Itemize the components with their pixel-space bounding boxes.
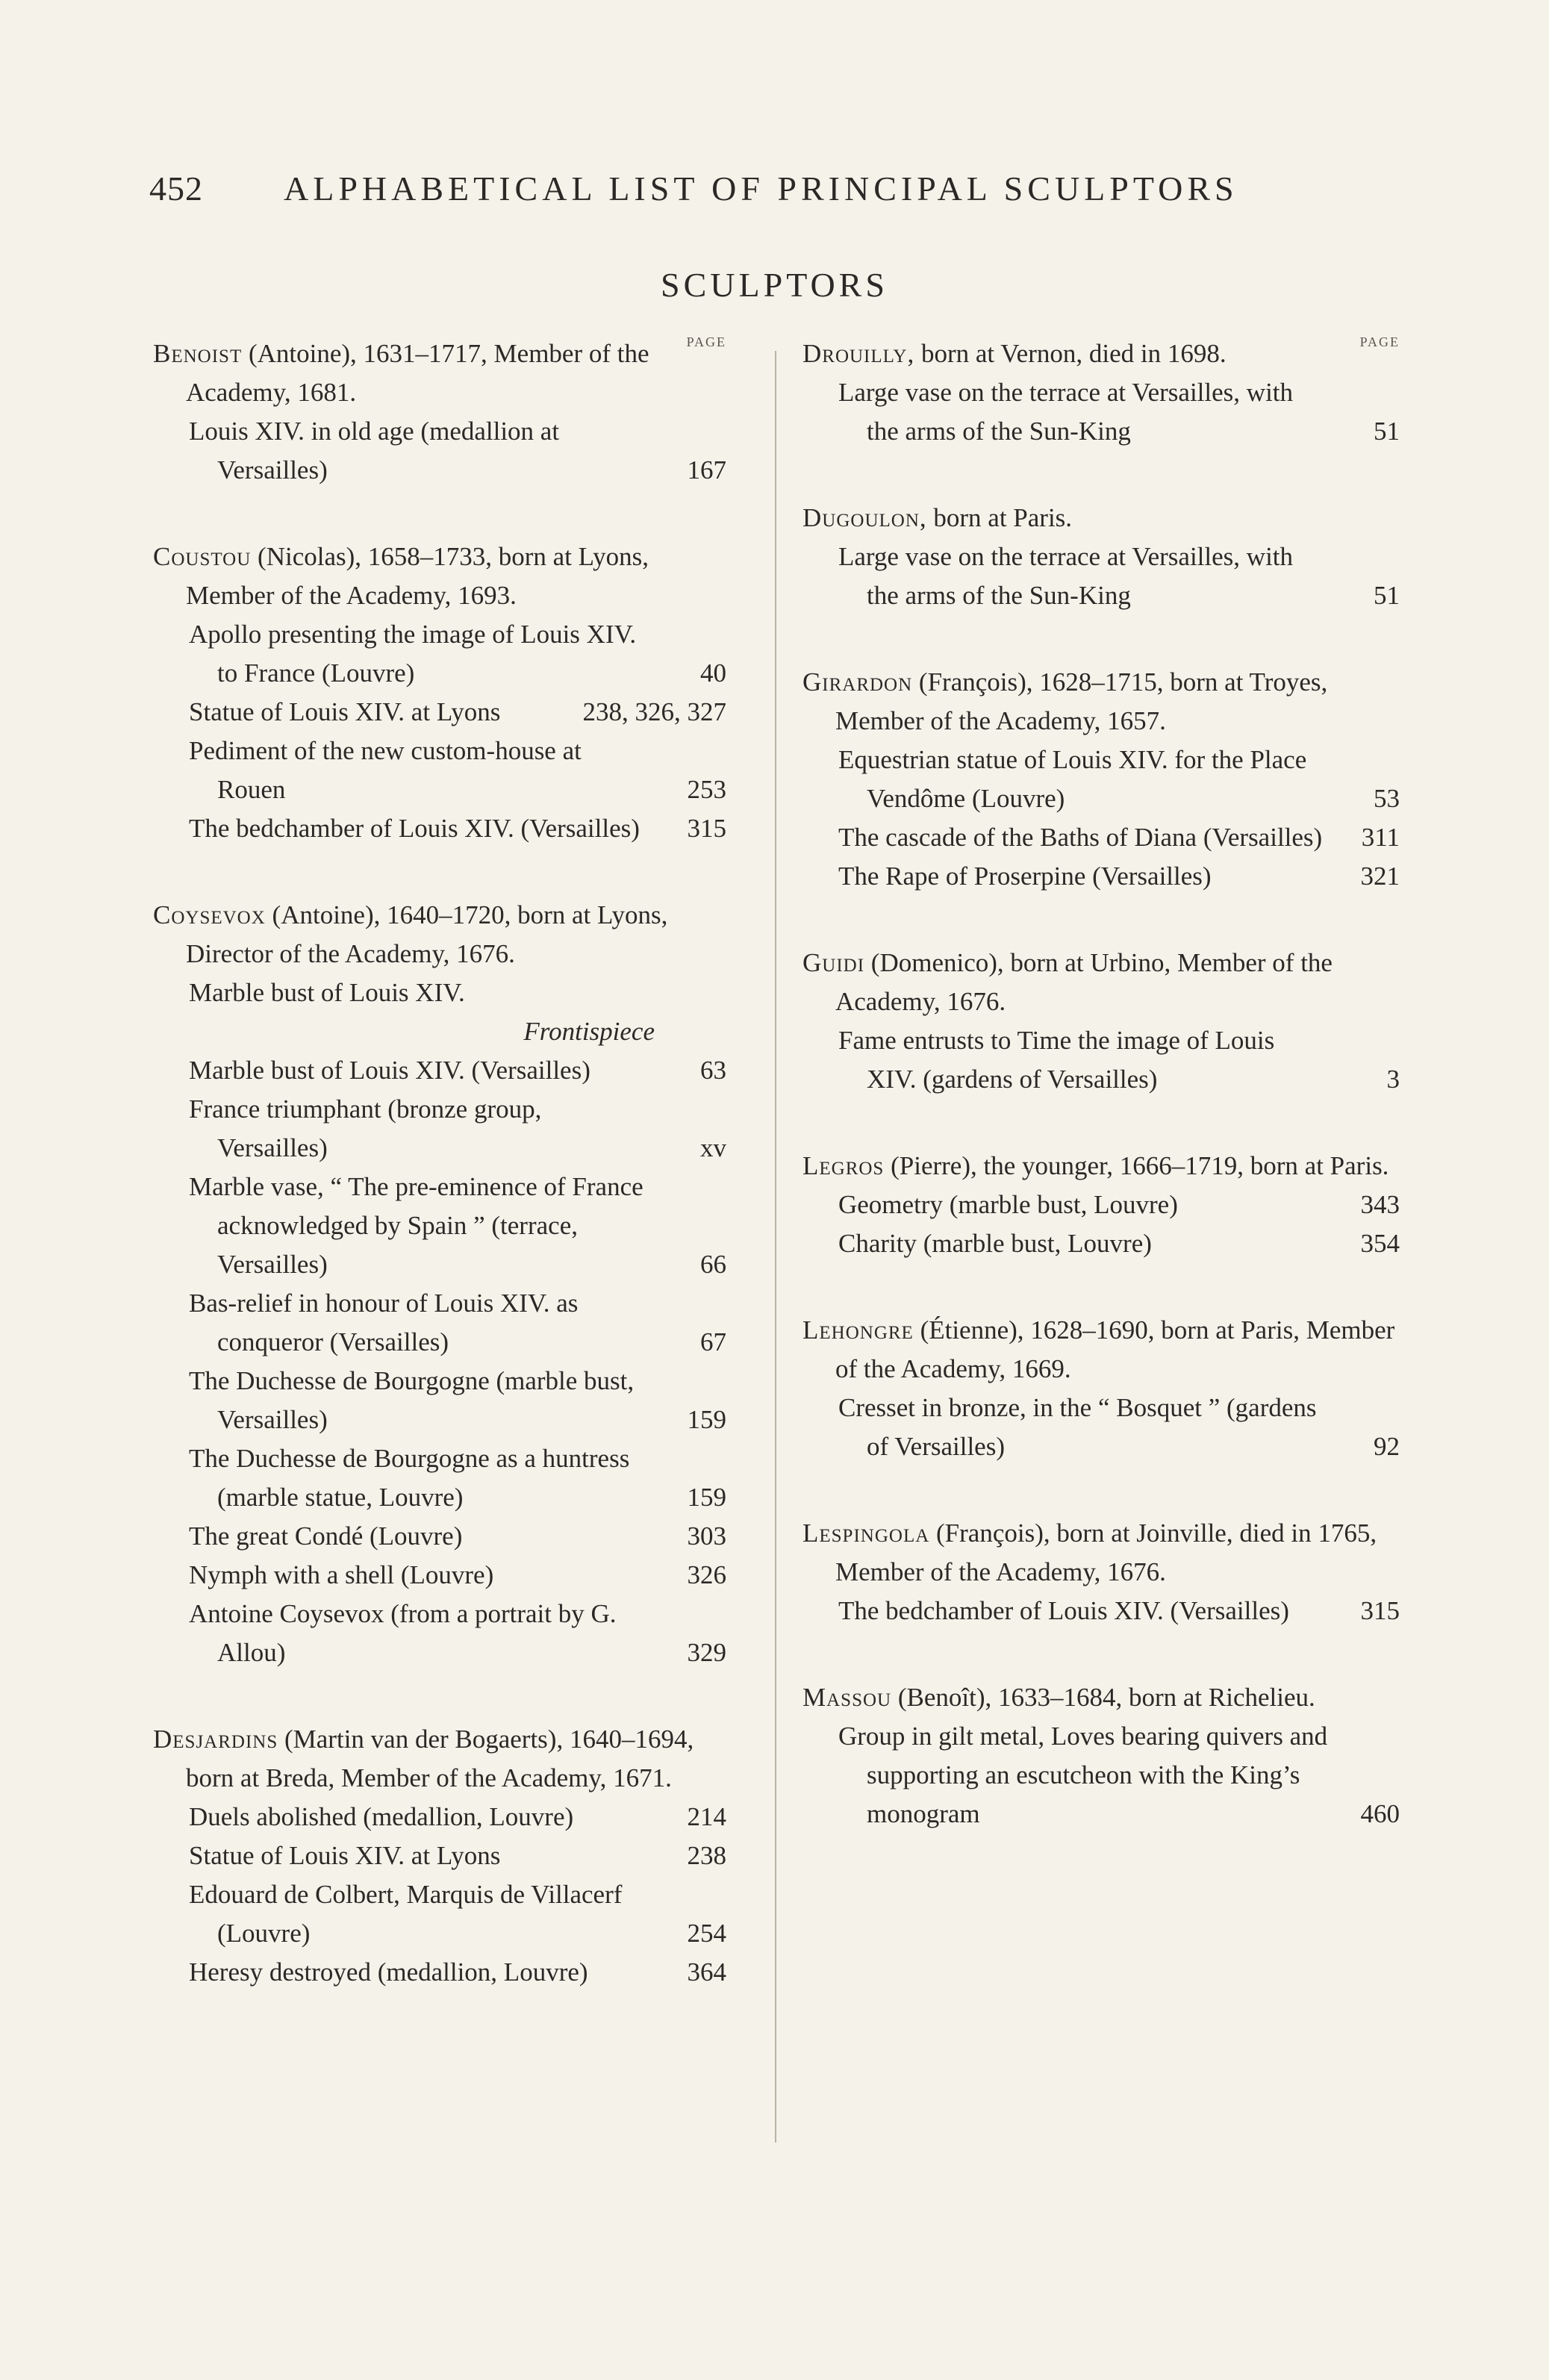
sculptor-entry [802,1311,1400,1466]
work-title: Charity (marble bust, Louvre) [838,1229,1152,1258]
work-item [153,1051,726,1090]
sculptor-entry [802,1678,1400,1834]
work-title: The bedchamber of Louis XIV. (Versailles) [189,814,640,843]
work-title: Group in gilt metal, Loves bearing quivers and supporting an escutcheon with the King’s monogram [838,1722,1328,1828]
work-title: Large vase on the terrace at Versailles, with the arms of the Sun-King [838,378,1294,446]
sculptor-heading [802,1514,1400,1592]
work-page: 3 [1386,1065,1400,1094]
sculptor-details: (Martin van der Bogaerts), 1640–1694, born at Breda, Member of the Academy, 1671. [186,1725,694,1792]
work-page: 343 [1360,1190,1400,1219]
sculptor-entry [802,944,1400,1099]
work-title: The bedchamber of Louis XIV. (Versailles) [838,1596,1289,1625]
sculptor-details: (François), born at Joinville, died in 1765, Member of the Academy, 1676. [835,1518,1377,1586]
work-title: Large vase on the terrace at Versailles, with the arms of the Sun-King [838,542,1294,610]
work-item [153,1439,726,1517]
work-item [153,1090,726,1168]
sculptor-details: (Antoine), 1631–1717, Member of the Academy, 1681. [186,339,649,407]
work-item [153,974,726,1012]
work-title: France triumphant (bronze group, Versailles) [189,1094,542,1162]
work-page: 51 [1374,417,1400,446]
sculptor-details: (Pierre), the younger, 1666–1719, born at Paris. [891,1151,1389,1180]
sculptor-surname: Lehongre [802,1315,914,1345]
sculptor-details: (Antoine), 1640–1720, born at Lyons, Director of the Academy, 1676. [186,900,668,968]
work-page: 254 [687,1919,726,1948]
work-title: Marble bust of Louis XIV. [189,978,465,1007]
sculptor-entry [802,663,1400,896]
work-item [153,1953,726,1992]
work-item [153,1517,726,1556]
work-title: Statue of Louis XIV. at Lyons [189,1841,501,1870]
work-item [153,1284,726,1362]
sculptor-surname: Benoist [153,339,243,368]
work-page: Frontispiece [523,1017,655,1046]
work-page: 167 [687,455,726,485]
work-page: 53 [1374,784,1400,813]
work-item [802,1389,1400,1466]
sculptor-surname: Coysevox [153,900,266,929]
work-item [153,1168,726,1284]
sculptor-entry [153,896,726,1672]
sculptor-details: (Domenico), born at Urbino, Member of the Academy, 1676. [835,948,1333,1016]
sculptor-surname: Girardon [802,667,913,697]
work-page: 159 [687,1405,726,1434]
sculptor-entry [153,334,726,490]
work-item [153,1362,726,1439]
work-page: 238, 326, 327 [582,697,726,726]
work-title: Heresy destroyed (medallion, Louvre) [189,1957,588,1987]
work-title: Bas-relief in honour of Louis XIV. as conqueror (Versailles) [189,1289,579,1356]
page-column-label: PAGE [686,334,726,349]
work-item [802,1592,1400,1630]
work-item [802,818,1400,857]
sculptor-heading [802,1311,1400,1389]
running-title: ALPHABETICAL LIST OF PRINCIPAL SCULPTORS [284,169,1238,208]
sculptor-surname: Drouilly, [802,339,915,368]
work-page: 214 [687,1802,726,1831]
work-page: 329 [687,1638,726,1667]
work-item [153,1798,726,1837]
work-title: Duels abolished (medallion, Louvre) [189,1802,574,1831]
sculptor-surname: Desjardins [153,1725,278,1754]
work-page: 51 [1374,581,1400,610]
work-page: 92 [1374,1432,1400,1461]
sculptor-entry [153,538,726,848]
sculptor-heading [802,1147,1400,1186]
left-column [153,334,726,2040]
work-page: 67 [700,1327,726,1356]
sculptor-heading [802,499,1400,538]
work-page: 311 [1361,823,1400,852]
sculptor-entry [802,334,1400,451]
sculptor-entry [802,1514,1400,1630]
work-page: 460 [1360,1799,1400,1828]
sculptor-heading [802,944,1400,1021]
work-page: 326 [687,1560,726,1589]
section-title: SCULPTORS [661,266,888,304]
work-item [802,857,1400,896]
work-page: 315 [1360,1596,1400,1625]
work-item [802,1021,1400,1099]
sculptor-heading [153,538,726,615]
work-item [153,693,726,732]
work-page: 66 [700,1250,726,1279]
work-item [153,412,726,490]
page-number: 452 [149,169,203,208]
sculptor-details: born at Paris. [933,503,1073,532]
work-title: Marble bust of Louis XIV. (Versailles) [189,1056,590,1085]
page-column-label: PAGE [1359,334,1400,349]
work-title: The Duchesse de Bourgogne as a huntress (marble statue, Louvre) [189,1444,630,1512]
sculptor-surname: Dugoulon, [802,503,927,532]
work-item [802,538,1400,615]
sculptor-details: (Nicolas), 1658–1733, born at Lyons, Member of the Academy, 1693. [186,542,649,610]
sculptor-heading [153,896,726,974]
sculptor-entry [802,499,1400,615]
work-title: Apollo presenting the image of Louis XIV. to France (Louvre) [189,620,637,688]
work-item [802,1186,1400,1224]
work-title: The great Condé (Louvre) [189,1521,463,1551]
sculptor-heading [802,663,1400,741]
sculptor-details: born at Vernon, died in 1698. [920,339,1227,368]
sculptor-heading [802,334,1400,373]
work-page: 354 [1360,1229,1400,1258]
work-item [153,1012,726,1051]
column-divider [775,351,776,2143]
sculptor-entry [153,1720,726,1992]
work-title: Nymph with a shell (Louvre) [189,1560,494,1589]
sculptor-surname: Guidi [802,948,865,977]
work-page: xv [700,1133,726,1162]
work-item [153,615,726,693]
work-title: Statue of Louis XIV. at Lyons [189,697,501,726]
work-page: 40 [700,658,726,688]
sculptor-surname: Lespingola [802,1518,930,1548]
page-header [149,163,1403,215]
work-page: 315 [687,814,726,843]
work-title: Equestrian statue of Louis XIV. for the Place Vendôme (Louvre) [838,745,1307,813]
work-title: The Duchesse de Bourgogne (marble bust, Versailles) [189,1366,635,1434]
sculptor-surname: Legros [802,1151,885,1180]
work-item [802,1717,1400,1834]
sculptor-surname: Massou [802,1683,892,1712]
work-title: Marble vase, “ The pre-eminence of France acknowledged by Spain ” (terrace, Versailles) [189,1172,643,1279]
sculptor-details: (Benoît), 1633–1684, born at Richelieu. [897,1683,1315,1712]
work-title: Fame entrusts to Time the image of Louis XIV. (gardens of Versailles) [838,1026,1275,1094]
work-page: 159 [687,1483,726,1512]
sculptor-details: (François), 1628–1715, born at Troyes, Member of the Academy, 1657. [835,667,1328,735]
sculptor-surname: Coustou [153,542,252,571]
work-item [802,741,1400,818]
sculptor-heading [153,334,726,412]
work-page: 303 [687,1521,726,1551]
work-title: The cascade of the Baths of Diana (Versailles) [838,823,1323,852]
work-item [153,732,726,809]
work-item [153,1595,726,1672]
work-page: 63 [700,1056,726,1085]
work-title: The Rape of Proserpine (Versailles) [838,862,1212,891]
work-title: Antoine Coysevox (from a portrait by G. Allou) [189,1599,617,1667]
sculptor-entry [802,1147,1400,1263]
sculptor-details: (Étienne), 1628–1690, born at Paris, Member of the Academy, 1669. [835,1315,1395,1383]
right-column [802,334,1400,1881]
work-title: Louis XIV. in old age (medallion at Versailles) [189,417,560,485]
work-title: Cresset in bronze, in the “ Bosquet ” (gardens of Versailles) [838,1393,1317,1461]
work-title: Pediment of the new custom-house at Rouen [189,736,582,804]
work-title: Geometry (marble bust, Louvre) [838,1190,1178,1219]
work-page: 253 [687,775,726,804]
sculptor-heading [153,1720,726,1798]
work-item [153,1556,726,1595]
sculptor-heading [802,1678,1400,1717]
work-item [153,1837,726,1875]
work-title: Edouard de Colbert, Marquis de Villacerf (Louvre) [189,1880,623,1948]
work-page: 321 [1360,862,1400,891]
work-item [153,1875,726,1953]
work-item [153,809,726,848]
work-page: 364 [687,1957,726,1987]
work-page: 238 [687,1841,726,1870]
work-item [802,373,1400,451]
work-item [802,1224,1400,1263]
